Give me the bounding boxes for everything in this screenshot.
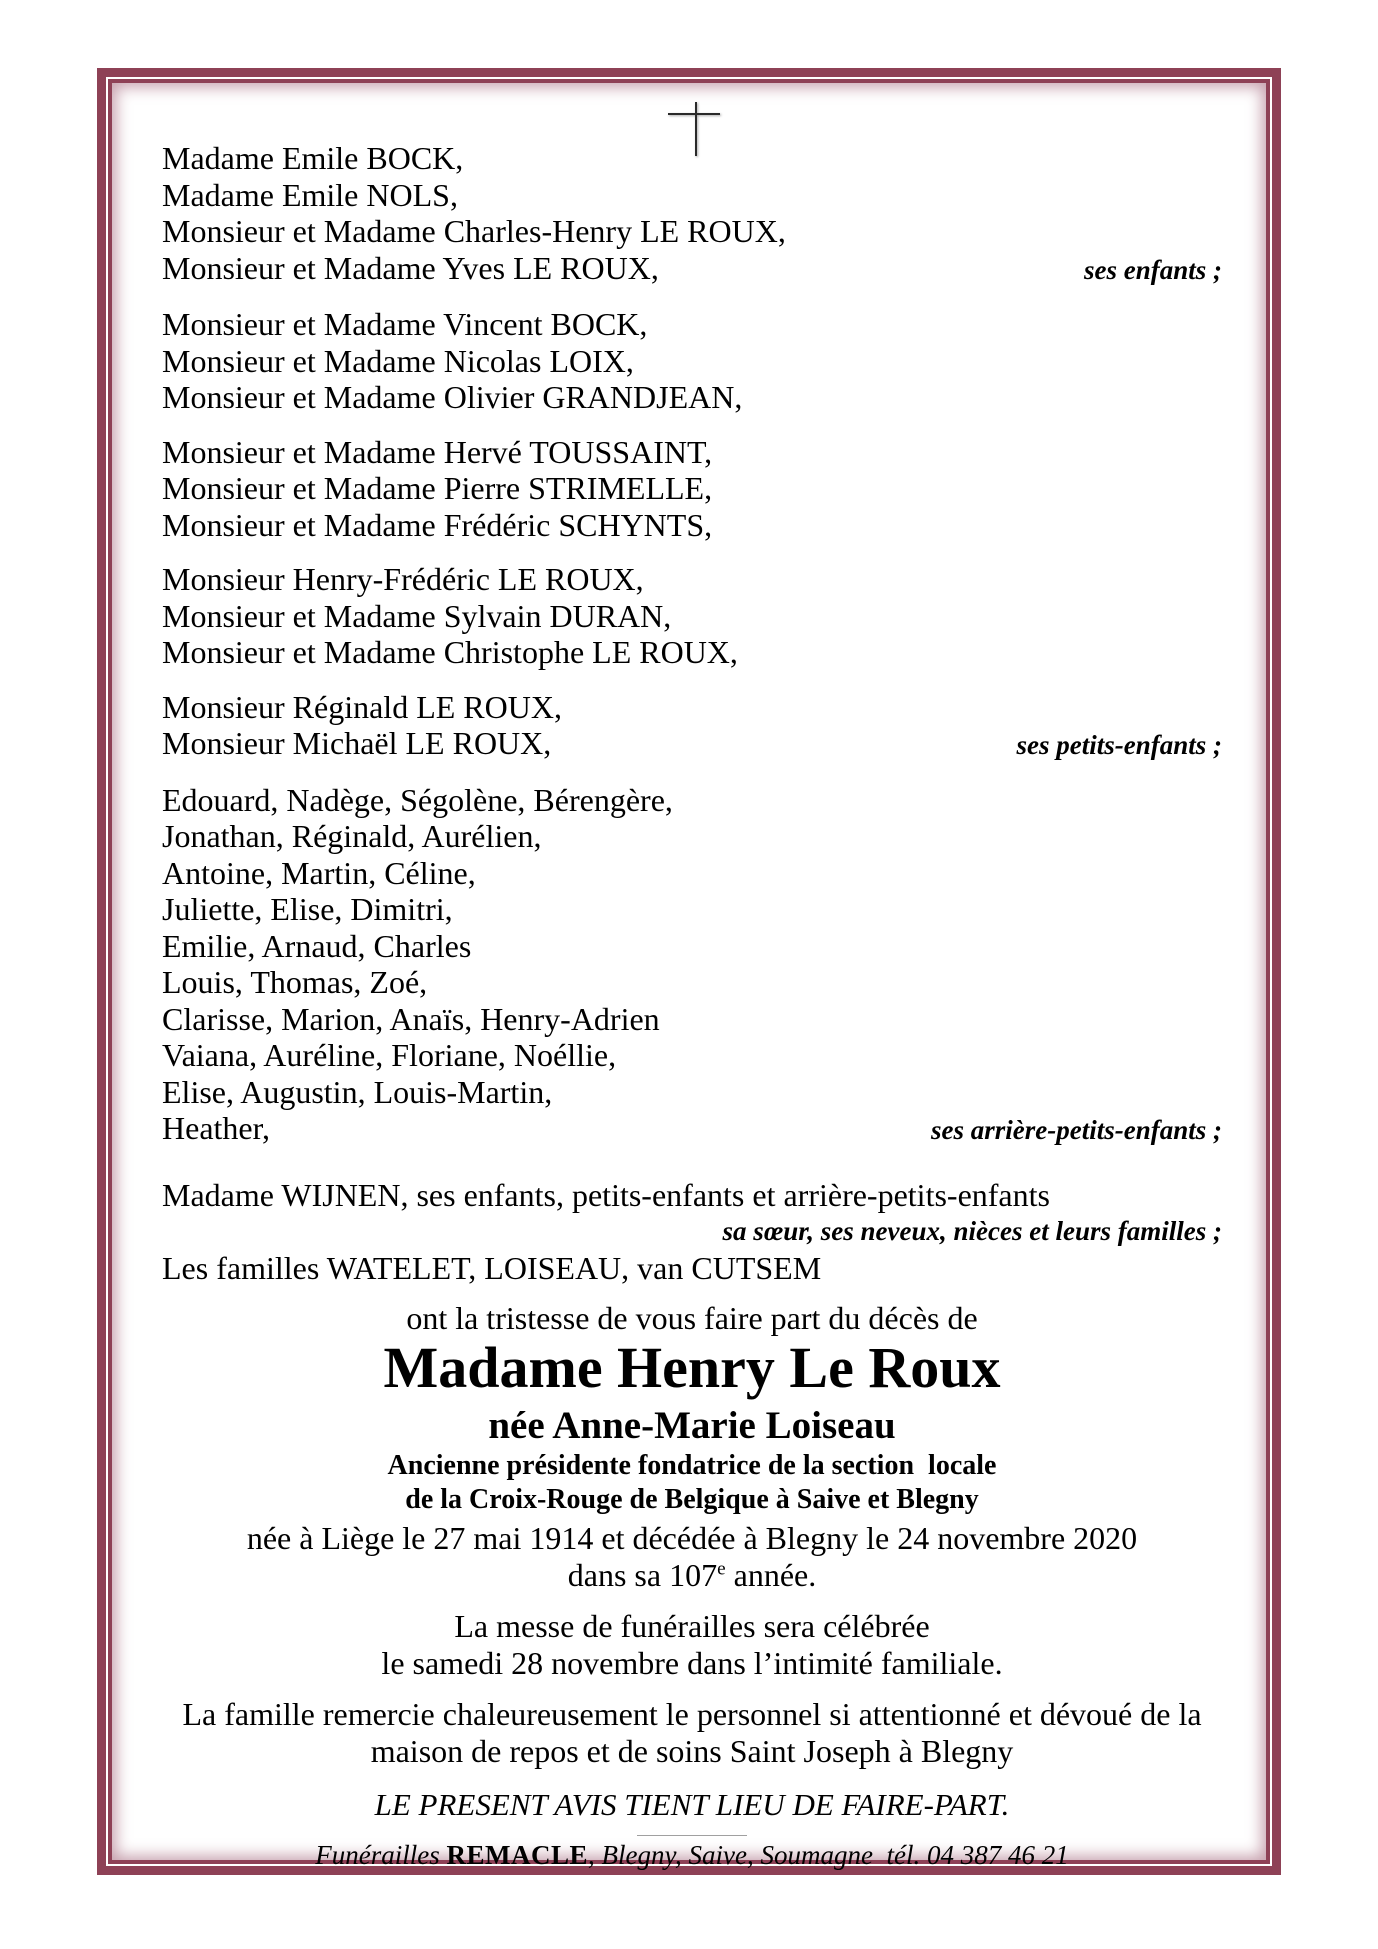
birth-death-line: née à Liège le 27 mai 1914 et décédée à Blegny le 24 novembre 2020	[246, 1520, 1138, 1556]
family-line: Emilie, Arnaud, Charles	[162, 927, 472, 964]
family-line: Monsieur Réginald LE ROUX,	[162, 688, 562, 725]
role-line-2: de la Croix-Rouge de Belgique à Saive et Blegny	[405, 1483, 979, 1515]
family-group	[162, 306, 1222, 416]
family-line: Monsieur et Madame Pierre STRIMELLE,	[162, 470, 713, 506]
family-line-text: Heather,	[162, 1110, 270, 1146]
family-group-grandchildren	[162, 689, 1222, 764]
legal-notice-line: LE PRESENT AVIS TIENT LIEU DE FAIRE-PART.	[374, 1787, 1010, 1822]
family-line: Monsieur et Madame Charles-Henry LE ROUX,	[162, 213, 786, 249]
family-line: Vaiana, Auréline, Floriane, Noéllie,	[162, 1037, 617, 1073]
role-line-1: Ancienne présidente fondatrice de la section locale	[387, 1450, 997, 1481]
family-line: Antoine, Martin, Céline,	[162, 854, 476, 891]
family-line: Monsieur et Madame Hervé TOUSSAINT,	[162, 433, 713, 470]
family-line: Clarisse, Marion, Anaïs, Henry-Adrien	[162, 1000, 660, 1037]
age-line	[162, 1557, 1222, 1594]
service-line-1: La messe de funérailles sera célébrée	[454, 1608, 930, 1644]
age-prefix: dans sa 107	[567, 1557, 718, 1593]
family-list	[162, 140, 1222, 1286]
latin-cross-icon	[667, 101, 721, 164]
family-line: Monsieur et Madame Vincent BOCK,	[162, 306, 648, 342]
announcement-block	[162, 1300, 1222, 1594]
families-line: Les familles WATELET, LOISEAU, van CUTSEM	[162, 1249, 822, 1286]
service-line-2: le samedi 28 novembre dans l’intimité familiale.	[381, 1645, 1003, 1681]
family-line: Monsieur Henry-Frédéric LE ROUX,	[162, 561, 644, 597]
thanks-block	[162, 1696, 1222, 1770]
service-block	[162, 1608, 1222, 1682]
relation-label-great-grandchildren: ses arrière-petits-enfants ;	[931, 1115, 1222, 1145]
relation-label-children: ses enfants ;	[1083, 254, 1222, 285]
family-line: Jonathan, Réginald, Aurélien,	[162, 818, 542, 854]
page-frame-inner	[108, 79, 1270, 1870]
age-suffix: année.	[725, 1557, 817, 1593]
family-group	[162, 434, 1222, 544]
family-line: Elise, Augustin, Louis-Martin,	[162, 1073, 553, 1110]
family-line: Monsieur et Madame Frédéric SCHYNTS,	[162, 506, 713, 543]
page-content	[112, 83, 1266, 1870]
family-line-with-relation	[162, 250, 1222, 289]
maiden-name: née Anne-Marie Loiseau	[488, 1404, 896, 1447]
relation-label-grandchildren: ses petits-enfants ;	[1016, 730, 1222, 760]
family-line: Madame Emile NOLS,	[162, 176, 458, 213]
family-line: Monsieur et Madame Olivier GRANDJEAN,	[162, 379, 743, 415]
sister-line: Madame WIJNEN, ses enfants, petits-enfants et arrière-petits-enfants	[162, 1176, 1050, 1213]
family-group-sister-families	[162, 1177, 1222, 1287]
deceased-name-title: Madame Henry Le Roux	[383, 1335, 1001, 1400]
page-frame	[97, 68, 1281, 1875]
family-line-with-relation	[162, 725, 1222, 764]
family-line: Juliette, Elise, Dimitri,	[162, 891, 453, 927]
family-line: Monsieur et Madame Sylvain DURAN,	[162, 597, 672, 634]
family-line-with-relation	[162, 1110, 1222, 1149]
family-line-text: Monsieur et Madame Yves LE ROUX,	[162, 249, 659, 286]
footer-suffix: , Blegny, Saive, Soumagne tél. 04 387 46 21	[588, 1840, 1069, 1870]
footer-separator-rule	[637, 1835, 747, 1836]
thanks-line-1: La famille remercie chaleureusement le personnel si attentionné et dévoué de la	[182, 1696, 1202, 1732]
family-group	[162, 561, 1222, 671]
footer-prefix: Funérailles	[315, 1840, 447, 1870]
family-group-great-grandchildren	[162, 782, 1222, 1149]
family-line-text: Monsieur Michaël LE ROUX,	[162, 725, 552, 761]
family-line: Monsieur et Madame Nicolas LOIX,	[162, 342, 634, 379]
relation-label-sister: sa sœur, ses neveux, nièces et leurs familles ;	[722, 1216, 1222, 1246]
family-line: Monsieur et Madame Christophe LE ROUX,	[162, 634, 738, 670]
family-line: Louis, Thomas, Zoé,	[162, 964, 428, 1000]
age-superscript: e	[717, 1558, 726, 1580]
family-line: Madame Emile BOCK,	[162, 140, 464, 176]
family-line: Edouard, Nadège, Ségolène, Bérengère,	[162, 781, 673, 818]
thanks-line-2: maison de repos et de soins Saint Joseph à Blegny	[370, 1733, 1014, 1769]
footer-brand: REMACLE	[446, 1840, 589, 1870]
announcement-intro: ont la tristesse de vous faire part du décès de	[406, 1300, 978, 1336]
funeral-home-footer	[162, 1839, 1222, 1871]
